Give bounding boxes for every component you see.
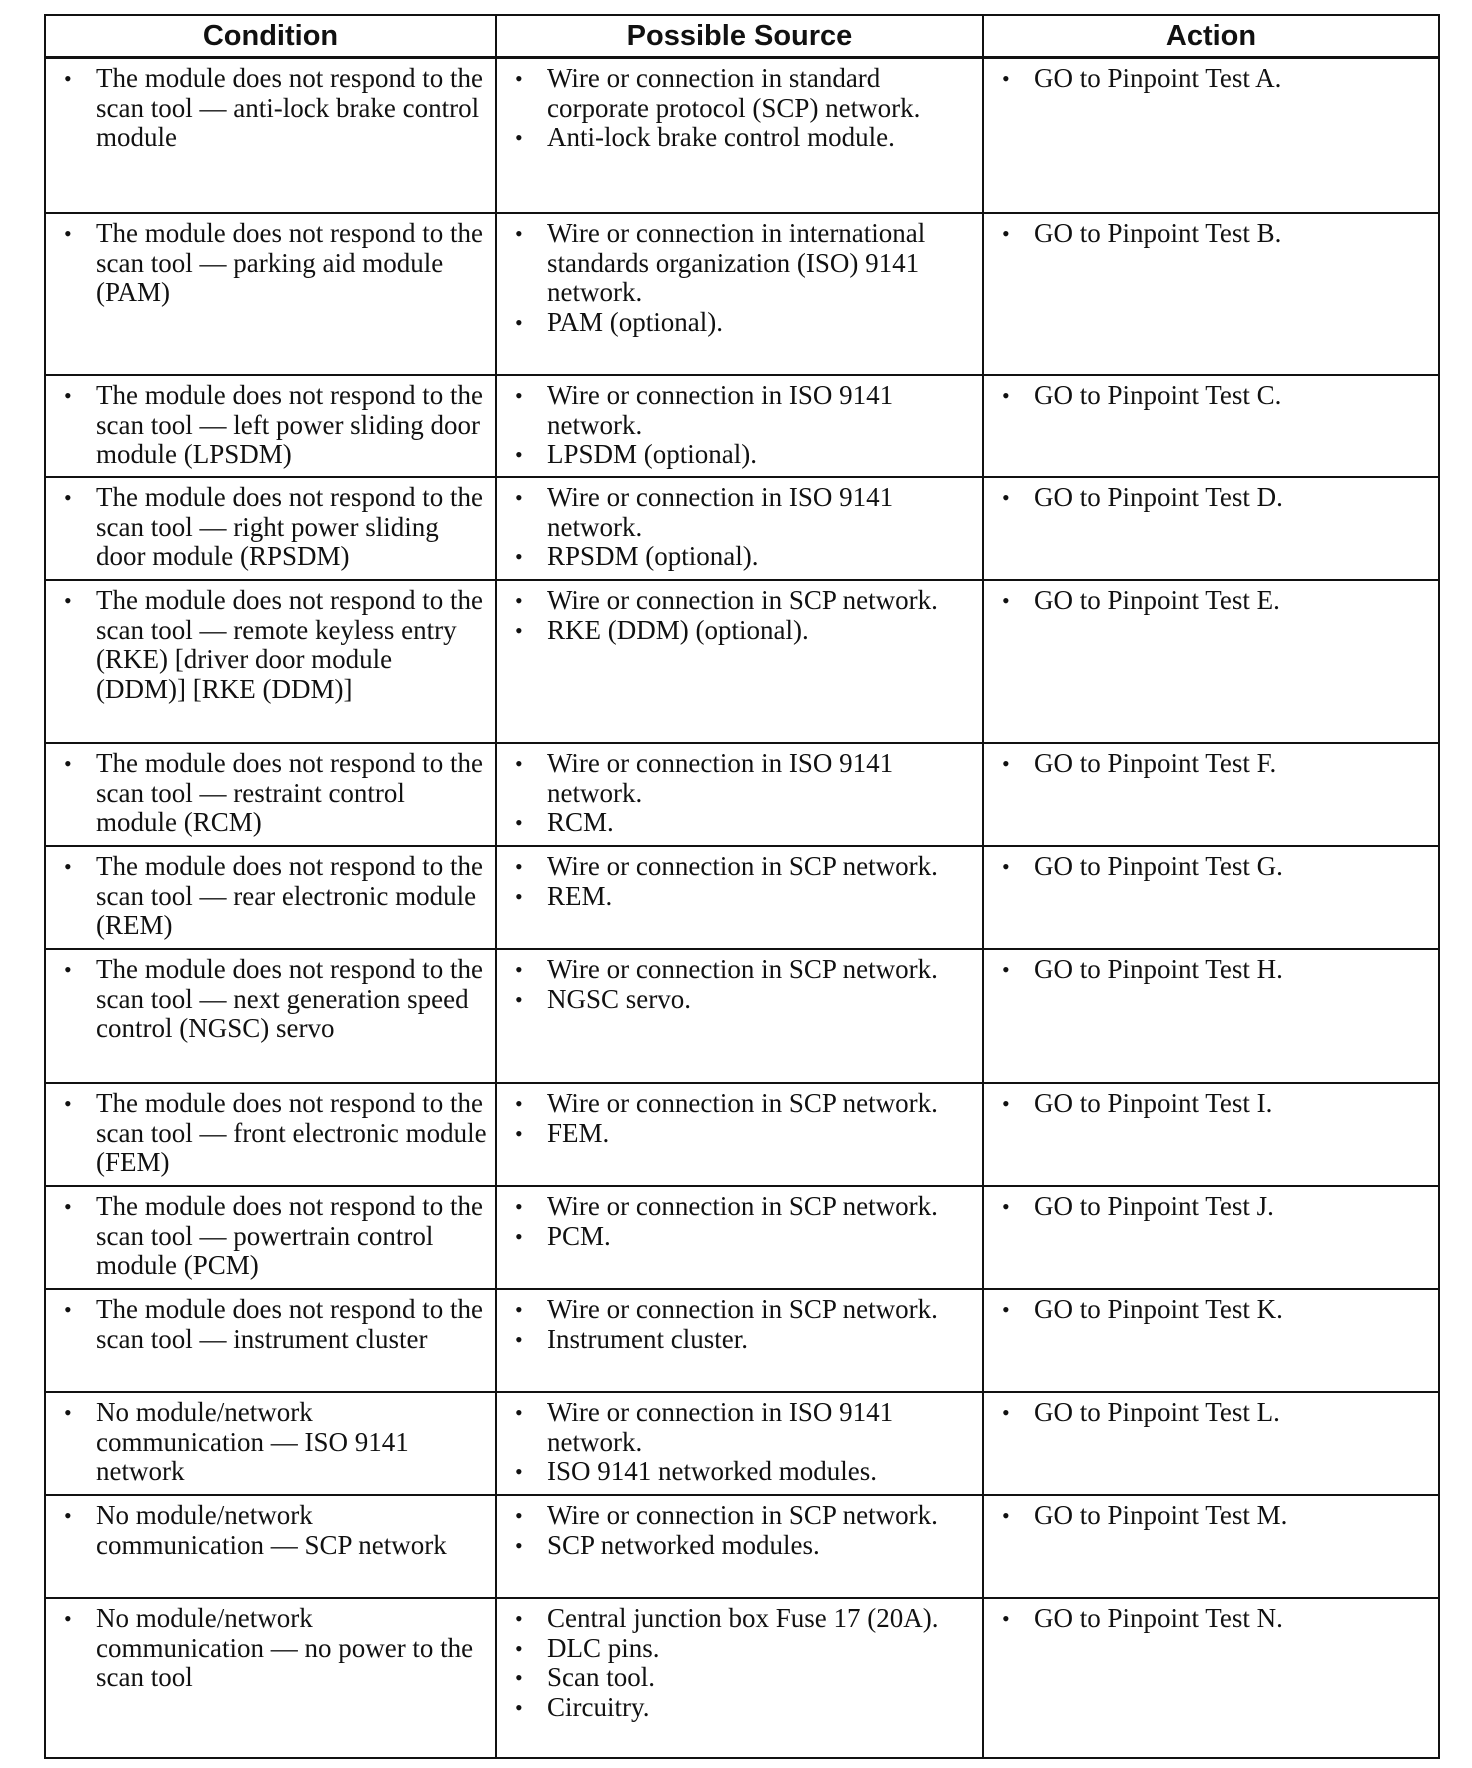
table-row	[45, 1186, 1439, 1289]
action-text: GO to Pinpoint Test I.	[1034, 1088, 1273, 1118]
action-cell	[983, 477, 1439, 580]
bullet-icon: •	[1002, 485, 1010, 510]
action-cell	[983, 1598, 1439, 1758]
condition-cell	[45, 846, 496, 949]
bullet-icon: •	[515, 588, 523, 613]
condition-text: The module does not respond to the scan tool — left power sliding door module (LPSDM)	[96, 380, 483, 469]
source-item	[507, 219, 974, 308]
table-row	[45, 1083, 1439, 1186]
source-text: Wire or connection in SCP network.	[547, 954, 938, 984]
action-item	[994, 749, 1430, 779]
source-text: Scan tool.	[547, 1662, 655, 1692]
action-cell	[983, 580, 1439, 743]
bullet-icon: •	[1002, 1091, 1010, 1116]
source-item	[507, 1457, 974, 1487]
condition-item	[56, 1192, 487, 1281]
action-item	[994, 483, 1430, 513]
bullet-icon: •	[515, 1606, 523, 1631]
bullet-icon: •	[1002, 1503, 1010, 1528]
source-text: Wire or connection in SCP network.	[547, 1088, 938, 1118]
bullet-icon: •	[515, 383, 523, 408]
action-item	[994, 852, 1430, 882]
source-text: Anti-lock brake control module.	[547, 122, 895, 152]
condition-cell	[45, 58, 496, 214]
source-cell	[496, 1083, 983, 1186]
source-text: Wire or connection in ISO 9141 network.	[547, 1397, 894, 1457]
source-item	[507, 882, 974, 912]
condition-cell	[45, 1392, 496, 1495]
bullet-icon: •	[515, 1223, 523, 1249]
source-item	[507, 985, 974, 1015]
source-text: FEM.	[547, 1117, 610, 1148]
source-item	[507, 308, 974, 338]
bullet-icon: •	[64, 588, 72, 613]
bullet-icon: •	[64, 1194, 72, 1219]
bullet-icon: •	[515, 544, 523, 569]
bullet-icon: •	[64, 1091, 72, 1116]
source-cell	[496, 375, 983, 477]
source-item	[507, 381, 974, 440]
bullet-icon: •	[1002, 588, 1010, 613]
source-text: Wire or connection in SCP network.	[547, 1500, 938, 1530]
bullet-icon: •	[515, 1120, 523, 1146]
source-cell	[496, 1598, 983, 1758]
condition-text: The module does not respond to the scan tool — right power sliding door module (RPSDM)	[96, 482, 483, 571]
condition-cell	[45, 1083, 496, 1186]
source-text: Wire or connection in SCP network.	[547, 1294, 938, 1324]
bullet-icon: •	[515, 1503, 523, 1528]
bullet-icon: •	[515, 1665, 523, 1690]
source-item	[507, 1663, 974, 1693]
condition-cell	[45, 1289, 496, 1392]
condition-item	[56, 483, 487, 572]
bullet-icon: •	[515, 617, 523, 643]
bullet-icon: •	[64, 1503, 72, 1528]
bullet-icon: •	[64, 854, 72, 879]
source-text: PAM (optional).	[547, 306, 724, 337]
source-item	[507, 64, 974, 123]
bullet-icon: •	[515, 442, 523, 467]
header-condition: Condition	[45, 15, 496, 58]
condition-cell	[45, 1186, 496, 1289]
source-item	[507, 1119, 974, 1149]
table-row	[45, 1392, 1439, 1495]
action-text: GO to Pinpoint Test K.	[1034, 1294, 1283, 1324]
condition-text: No module/network communication — ISO 9141 network	[96, 1397, 409, 1486]
source-cell	[496, 949, 983, 1083]
table-row	[45, 1289, 1439, 1392]
action-item	[994, 586, 1430, 616]
bullet-icon: •	[64, 1297, 72, 1322]
condition-cell	[45, 213, 496, 375]
action-item	[994, 1295, 1430, 1325]
bullet-icon: •	[1002, 854, 1010, 879]
action-text: GO to Pinpoint Test N.	[1034, 1603, 1283, 1633]
condition-text: No module/network communication — SCP network	[96, 1500, 447, 1560]
bullet-icon: •	[64, 1606, 72, 1631]
action-text: GO to Pinpoint Test E.	[1034, 585, 1280, 615]
source-item	[507, 955, 974, 985]
condition-text: The module does not respond to the scan tool — remote keyless entry (RKE) [driver door module (DDM)] [RKE (DDM)]	[96, 585, 483, 704]
action-text: GO to Pinpoint Test M.	[1034, 1500, 1288, 1530]
condition-cell	[45, 1598, 496, 1758]
source-cell	[496, 846, 983, 949]
source-text: LPSDM (optional).	[547, 439, 758, 469]
action-text: GO to Pinpoint Test B.	[1034, 218, 1282, 248]
action-cell	[983, 58, 1439, 214]
source-text: Wire or connection in SCP network.	[547, 851, 938, 881]
source-cell	[496, 1392, 983, 1495]
action-cell	[983, 1083, 1439, 1186]
source-text: Wire or connection in ISO 9141 network.	[547, 380, 894, 440]
bullet-icon: •	[1002, 1194, 1010, 1219]
bullet-icon: •	[64, 485, 72, 510]
source-item	[507, 586, 974, 616]
action-item	[994, 219, 1430, 249]
bullet-icon: •	[515, 1194, 523, 1219]
condition-cell	[45, 949, 496, 1083]
condition-item	[56, 1604, 487, 1693]
condition-text: The module does not respond to the scan tool — powertrain control module (PCM)	[96, 1191, 483, 1280]
source-text: SCP networked modules.	[547, 1529, 820, 1560]
source-item	[507, 1325, 974, 1355]
bullet-icon: •	[515, 1459, 523, 1484]
condition-item	[56, 586, 487, 704]
bullet-icon: •	[515, 883, 523, 909]
bullet-icon: •	[1002, 957, 1010, 982]
bullet-icon: •	[515, 1091, 523, 1116]
source-cell	[496, 58, 983, 214]
source-item	[507, 1398, 974, 1457]
action-item	[994, 64, 1430, 94]
bullet-icon: •	[1002, 221, 1010, 246]
action-cell	[983, 949, 1439, 1083]
source-item	[507, 749, 974, 808]
action-text: GO to Pinpoint Test D.	[1034, 482, 1283, 512]
action-cell	[983, 375, 1439, 477]
source-text: DLC pins.	[547, 1632, 660, 1663]
condition-item	[56, 1089, 487, 1178]
bullet-icon: •	[515, 986, 523, 1012]
bullet-icon: •	[515, 810, 523, 835]
action-text: GO to Pinpoint Test H.	[1034, 954, 1283, 984]
condition-item	[56, 1295, 487, 1354]
bullet-icon: •	[64, 1400, 72, 1425]
action-item	[994, 1398, 1430, 1428]
source-item	[507, 616, 974, 646]
bullet-icon: •	[64, 66, 72, 91]
source-text: Wire or connection in ISO 9141 network.	[547, 482, 894, 542]
source-cell	[496, 213, 983, 375]
source-item	[507, 123, 974, 153]
condition-text: The module does not respond to the scan tool — restraint control module (RCM)	[96, 748, 483, 837]
source-cell	[496, 1186, 983, 1289]
condition-text: The module does not respond to the scan tool — anti-lock brake control module	[96, 63, 483, 152]
action-text: GO to Pinpoint Test J.	[1034, 1191, 1274, 1221]
action-item	[994, 1192, 1430, 1222]
source-cell	[496, 580, 983, 743]
bullet-icon: •	[515, 485, 523, 510]
source-item	[507, 1693, 974, 1723]
condition-text: The module does not respond to the scan tool — rear electronic module (REM)	[96, 851, 483, 940]
bullet-icon: •	[515, 1694, 523, 1720]
bullet-icon: •	[64, 221, 72, 246]
source-text: RCM.	[547, 807, 614, 837]
action-item	[994, 1501, 1430, 1531]
bullet-icon: •	[515, 1297, 523, 1322]
table-row	[45, 58, 1439, 214]
table-row	[45, 477, 1439, 580]
bullet-icon: •	[515, 751, 523, 776]
condition-item	[56, 1398, 487, 1487]
bullet-icon: •	[1002, 1400, 1010, 1425]
source-text: NGSC servo.	[547, 983, 692, 1014]
bullet-icon: •	[515, 221, 523, 246]
bullet-icon: •	[64, 751, 72, 776]
bullet-icon: •	[1002, 1606, 1010, 1631]
source-item	[507, 483, 974, 542]
source-text: Wire or connection in international standards organization (ISO) 9141 network.	[547, 218, 926, 307]
source-text: RKE (DDM) (optional).	[547, 614, 809, 645]
action-item	[994, 1089, 1430, 1119]
action-cell	[983, 1495, 1439, 1598]
condition-text: No module/network communication — no power to the scan tool	[96, 1603, 474, 1692]
source-item	[507, 1604, 974, 1634]
action-cell	[983, 213, 1439, 375]
condition-cell	[45, 375, 496, 477]
bullet-icon: •	[64, 957, 72, 982]
source-text: Wire or connection in SCP network.	[547, 1191, 938, 1221]
action-cell	[983, 846, 1439, 949]
source-item	[507, 542, 974, 572]
source-text: Central junction box Fuse 17 (20A).	[547, 1603, 939, 1633]
bullet-icon: •	[1002, 383, 1010, 408]
bullet-icon: •	[515, 1400, 523, 1425]
source-text: REM.	[547, 880, 613, 911]
condition-cell	[45, 743, 496, 846]
table-row	[45, 846, 1439, 949]
bullet-icon: •	[515, 66, 523, 91]
source-item	[507, 1531, 974, 1561]
source-cell	[496, 1495, 983, 1598]
table-row	[45, 375, 1439, 477]
symptom-chart-table	[44, 14, 1440, 1759]
table-row	[45, 1495, 1439, 1598]
bullet-icon: •	[515, 957, 523, 982]
source-item	[507, 1295, 974, 1325]
source-item	[507, 1192, 974, 1222]
source-text: RPSDM (optional).	[547, 541, 759, 571]
source-item	[507, 852, 974, 882]
bullet-icon: •	[1002, 66, 1010, 91]
condition-cell	[45, 1495, 496, 1598]
source-cell	[496, 743, 983, 846]
source-text: Circuitry.	[547, 1691, 650, 1722]
action-item	[994, 1604, 1430, 1634]
condition-item	[56, 955, 487, 1044]
condition-cell	[45, 477, 496, 580]
action-text: GO to Pinpoint Test L.	[1034, 1397, 1280, 1427]
condition-item	[56, 381, 487, 470]
source-text: Instrument cluster.	[547, 1323, 748, 1354]
action-item	[994, 955, 1430, 985]
condition-item	[56, 64, 487, 153]
header-possible-source: Possible Source	[496, 15, 983, 58]
table-row	[45, 213, 1439, 375]
source-item	[507, 808, 974, 838]
source-item	[507, 1501, 974, 1531]
action-cell	[983, 743, 1439, 846]
table-row	[45, 743, 1439, 846]
source-text: Wire or connection in SCP network.	[547, 585, 938, 615]
source-item	[507, 1089, 974, 1119]
bullet-icon: •	[515, 125, 523, 150]
table-row	[45, 580, 1439, 743]
source-text: Wire or connection in ISO 9141 network.	[547, 748, 894, 808]
source-text: PCM.	[547, 1220, 611, 1251]
action-text: GO to Pinpoint Test A.	[1034, 63, 1282, 93]
bullet-icon: •	[515, 854, 523, 879]
header-row	[45, 15, 1439, 58]
table-row	[45, 1598, 1439, 1758]
condition-text: The module does not respond to the scan tool — instrument cluster	[96, 1294, 483, 1354]
bullet-icon: •	[515, 1326, 523, 1352]
source-text: ISO 9141 networked modules.	[547, 1456, 877, 1486]
header-action: Action	[983, 15, 1439, 58]
source-text: Wire or connection in standard corporate protocol (SCP) network.	[547, 63, 921, 123]
condition-cell	[45, 580, 496, 743]
bullet-icon: •	[1002, 751, 1010, 776]
bullet-icon: •	[1002, 1297, 1010, 1322]
condition-item	[56, 749, 487, 838]
condition-item	[56, 852, 487, 941]
bullet-icon: •	[64, 383, 72, 408]
action-cell	[983, 1289, 1439, 1392]
condition-text: The module does not respond to the scan tool — front electronic module (FEM)	[96, 1088, 487, 1177]
action-item	[994, 381, 1430, 411]
bullet-icon: •	[515, 1532, 523, 1558]
bullet-icon: •	[515, 309, 523, 335]
action-text: GO to Pinpoint Test F.	[1034, 748, 1277, 778]
source-item	[507, 440, 974, 470]
source-item	[507, 1222, 974, 1252]
action-cell	[983, 1392, 1439, 1495]
source-item	[507, 1634, 974, 1664]
action-cell	[983, 1186, 1439, 1289]
condition-item	[56, 219, 487, 308]
condition-text: The module does not respond to the scan tool — next generation speed control (NGSC) servo	[96, 954, 483, 1043]
table-row	[45, 949, 1439, 1083]
condition-item	[56, 1501, 487, 1560]
action-text: GO to Pinpoint Test C.	[1034, 380, 1282, 410]
source-cell	[496, 1289, 983, 1392]
condition-text: The module does not respond to the scan tool — parking aid module (PAM)	[96, 218, 483, 307]
action-text: GO to Pinpoint Test G.	[1034, 851, 1283, 881]
bullet-icon: •	[515, 1635, 523, 1661]
source-cell	[496, 477, 983, 580]
